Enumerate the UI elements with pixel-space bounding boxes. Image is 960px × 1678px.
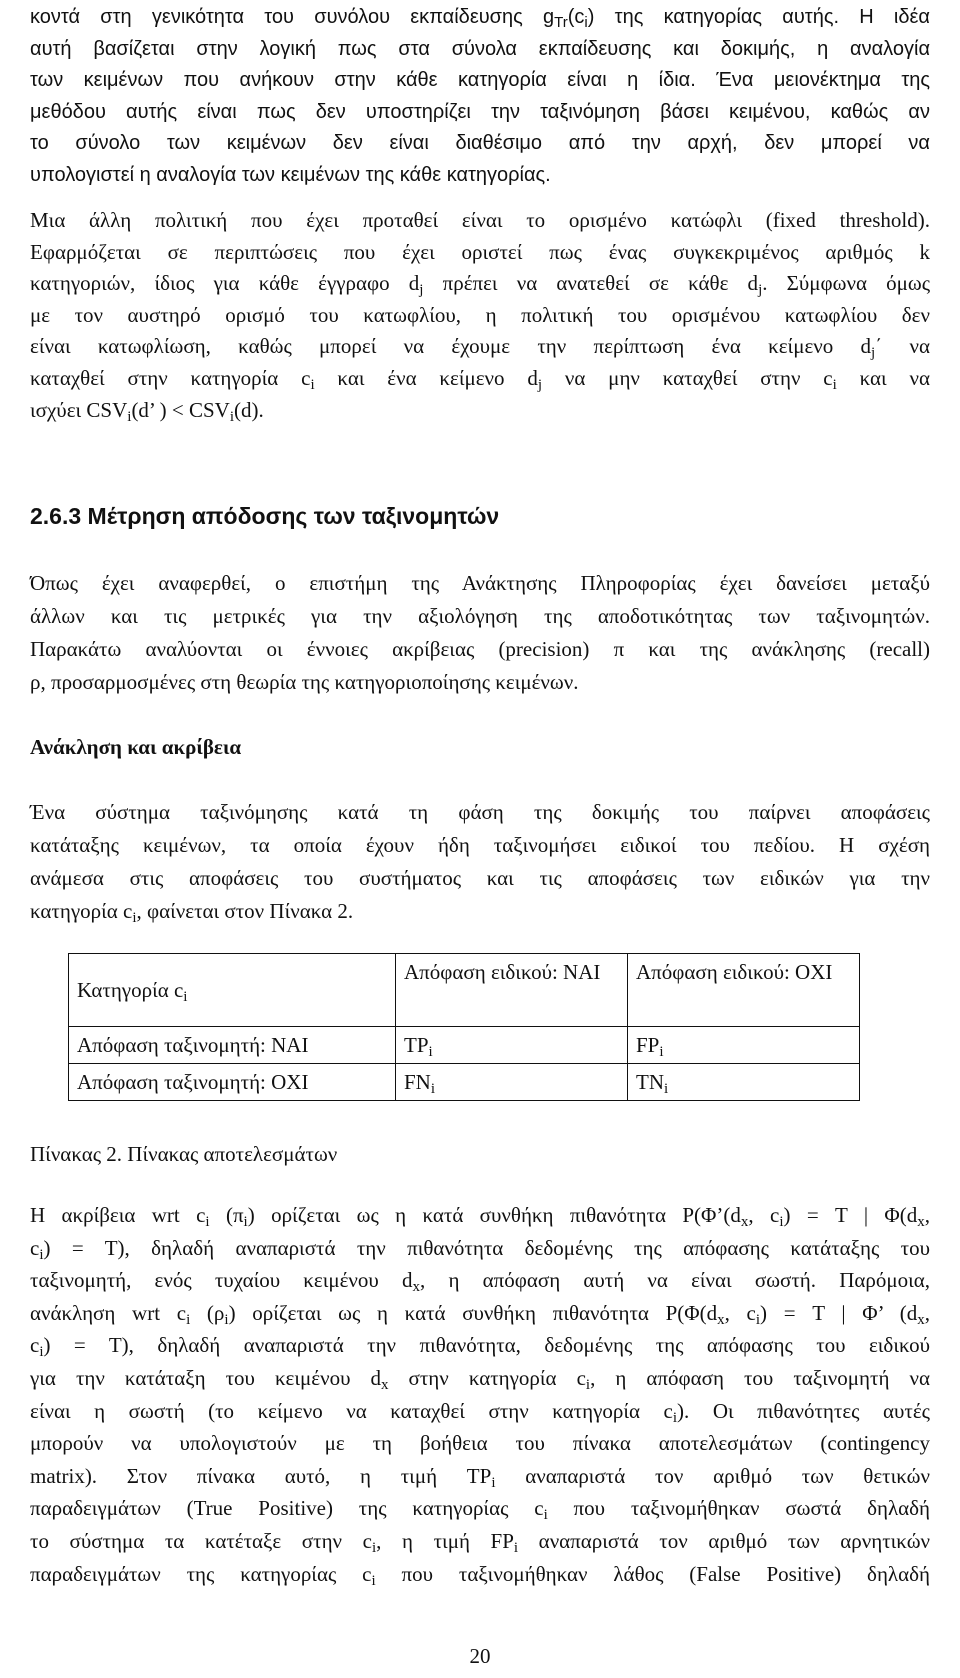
table-cell: $FN_i$	[396, 1064, 628, 1101]
text-line: $c_i) = T$), δηλαδή αναπαριστά την πιθανότητα, δεδομένης της απόφασης του ειδικού	[30, 1333, 930, 1361]
text-line: υπολογιστεί η αναλογία των κειμένων της κάθε κατηγορίας.	[30, 163, 551, 186]
text-line: είναι η σωστή (το κείμενο να καταχθεί στην κατηγορία $c_i$). Οι πιθανότητες αυτές	[30, 1398, 930, 1426]
text-line: κοντά στη γενικότητα του συνόλου εκπαίδευσης $g_{Tr}(c_i)$ της κατηγορίας αυτής. Η ιδέα	[30, 6, 930, 31]
text-line: είναι κατωφλίωση, καθώς μπορεί να έχουμε την περίπτωση ένα κείμενο $d_j΄$ να	[30, 334, 930, 362]
table-row	[69, 1064, 860, 1101]
paragraph-precision-recall	[30, 1199, 930, 1590]
table-cell: $TP_i$	[396, 1027, 628, 1064]
text-line: με τον αυστηρό ορισμό του κατωφλίου, η πολιτική του ορισμένου κατωφλίου δεν	[30, 302, 930, 327]
results-table	[68, 953, 860, 1101]
text-line: μπορούν να υπολογιστούν με τη βοήθεια του πίνακα αποτελεσμάτων (contingency	[30, 1431, 930, 1456]
text-line: ανάμεσα στις αποφάσεις του συστήματος και τις αποφάσεις των ειδικών για την	[30, 866, 930, 890]
table-caption: Πίνακας 2. Πίνακας αποτελεσμάτων	[30, 1142, 338, 1166]
text-line: για την κατάταξη του κειμένου $d_x$ στην κατηγορία $c_i$, η απόφαση του ταξινομητή να	[30, 1365, 930, 1393]
text-line: άλλων και τις μετρικές για την αξιολόγηση της αποδοτικότητας των ταξινομητών.	[30, 604, 930, 628]
table-cell: Απόφαση ταξινομητή: ΟΧΙ	[69, 1064, 396, 1101]
text-line: το σύστημα τα κατέταξε στην $c_i$, η τιμή $FP_i$ αναπαριστά τον αριθμό των αρνητικών	[30, 1528, 931, 1556]
paragraph-metrics-intro	[30, 567, 930, 699]
text-line: καταχθεί στην κατηγορία $c_i$ και ένα κείμενο $d_j$ να μην καταχθεί στην $c_i$ και να	[30, 365, 930, 393]
text-line: ταξινομητή, ενός τυχαίου κειμένου $d_x$, η απόφαση αυτή να είναι σωστή. Παρόμοια,	[30, 1268, 931, 1296]
text-line: Μια άλλη πολιτική που έχει προταθεί είναι το ορισμένο κατώφλι (fixed threshold).	[30, 208, 930, 232]
table-row	[69, 1027, 860, 1064]
text-line: Ένα σύστημα ταξινόμησης κατά τη φάση της δοκιμής του παίρνει αποφάσεις	[30, 800, 930, 824]
table-row	[69, 954, 860, 1027]
text-line: Παρακάτω αναλύονται οι έννοιες ακρίβειας (precision) π και της ανάκλησης (recall)	[30, 637, 930, 661]
page-number: 20	[469, 1644, 491, 1668]
text-line: παραδειγμάτων (True Positive) της κατηγορίας $c_i$ που ταξινομήθηκαν σωστά δηλαδή	[30, 1496, 931, 1524]
table-cell: Κατηγορία $c_i$	[69, 954, 396, 1027]
text-line: κατηγορία $c_i$, φαίνεται στον Πίνακα 2.	[30, 899, 354, 926]
paragraph-aggregation-policy	[30, 2, 930, 191]
section-heading: 2.6.3 Μέτρηση απόδοσης των ταξινομητών	[30, 503, 500, 529]
text-line: Η ακρίβεια wrt $c_i$ $(\pi_i)$ ορίζεται ως η κατά συνθήκη πιθανότητα $P(\Phi’(d_x$, $c_i) = T$ | $\Phi(d_x$,	[30, 1203, 930, 1230]
paragraph-fixed-threshold	[30, 205, 930, 426]
table-cell: Απόφαση ειδικού: ΝΑΙ	[396, 954, 628, 1027]
text-line: κατηγοριών, ίδιος για κάθε έγγραφο $d_j$ πρέπει να ανατεθεί σε κάθε $d_j$. Σύμφωνα όμως	[30, 271, 931, 299]
text-line: ρ, προσαρμοσμένες στη θεωρία της κατηγοριοποίησης κειμένων.	[30, 670, 579, 694]
text-line: $c_i) = T$), δηλαδή αναπαριστά την πιθανότητα δεδομένης της απόφασης κατάταξης του	[30, 1235, 930, 1263]
text-line: αυτή βασίζεται στην λογική πως στα σύνολα εκπαίδευσης και δοκιμής, η αναλογία	[30, 37, 930, 60]
text-line: των κειμένων που ανήκουν στην κάθε κατηγορία είναι η ίδια. Ένα μειονέκτημα της	[30, 69, 930, 91]
paragraph-classification-decisions	[30, 796, 930, 928]
text-line: Όπως έχει αναφερθεί, ο επιστήμη της Ανάκτησης Πληροφορίας έχει δανείσει μεταξύ	[30, 571, 930, 595]
text-line: ανάκληση wrt $c_i$ $(\rho_i)$ ορίζεται ως η κατά συνθήκη πιθανότητα $P(\Phi(d_x$, $c_i) = T$ | Φ’ ($d_x$,	[30, 1300, 930, 1328]
table-cell: $FP_i$	[628, 1027, 860, 1064]
text-line: μεθόδου αυτής είναι πως δεν υποστηρίζει την ταξινόμηση βάσει κειμένου, καθώς αν	[30, 100, 930, 123]
text-line: ισχύει $CSV_i(d$’ ) < $CSV_i(d)$.	[30, 397, 264, 425]
table-cell: Απόφαση ειδικού: ΟΧΙ	[628, 954, 860, 1027]
table-cell: Απόφαση ταξινομητή: ΝΑΙ	[69, 1027, 396, 1064]
subheading: Ανάκληση και ακρίβεια	[30, 735, 242, 759]
table-cell: $TN_i$	[628, 1064, 860, 1101]
text-line: Εφαρμόζεται σε περιπτώσεις που έχει οριστεί πως ένας συγκεκριμένος αριθμός k	[30, 239, 930, 264]
text-line: κατάταξης κειμένων, τα οποία έχουν ήδη ταξινομήσει ειδικοί του πεδίου. Η σχέση	[30, 833, 930, 857]
text-line: παραδειγμάτων της κατηγορίας $c_i$ που ταξινομήθηκαν λάθος (False Positive) δηλαδή	[30, 1561, 930, 1589]
text-line: matrix). Στον πίνακα αυτό, η τιμή $TP_i$ αναπαριστά τον αριθμό των θετικών	[30, 1463, 930, 1491]
text-line: το σύνολο των κειμένων δεν είναι διαθέσιμο από την αρχή, δεν μπορεί να	[30, 132, 930, 154]
